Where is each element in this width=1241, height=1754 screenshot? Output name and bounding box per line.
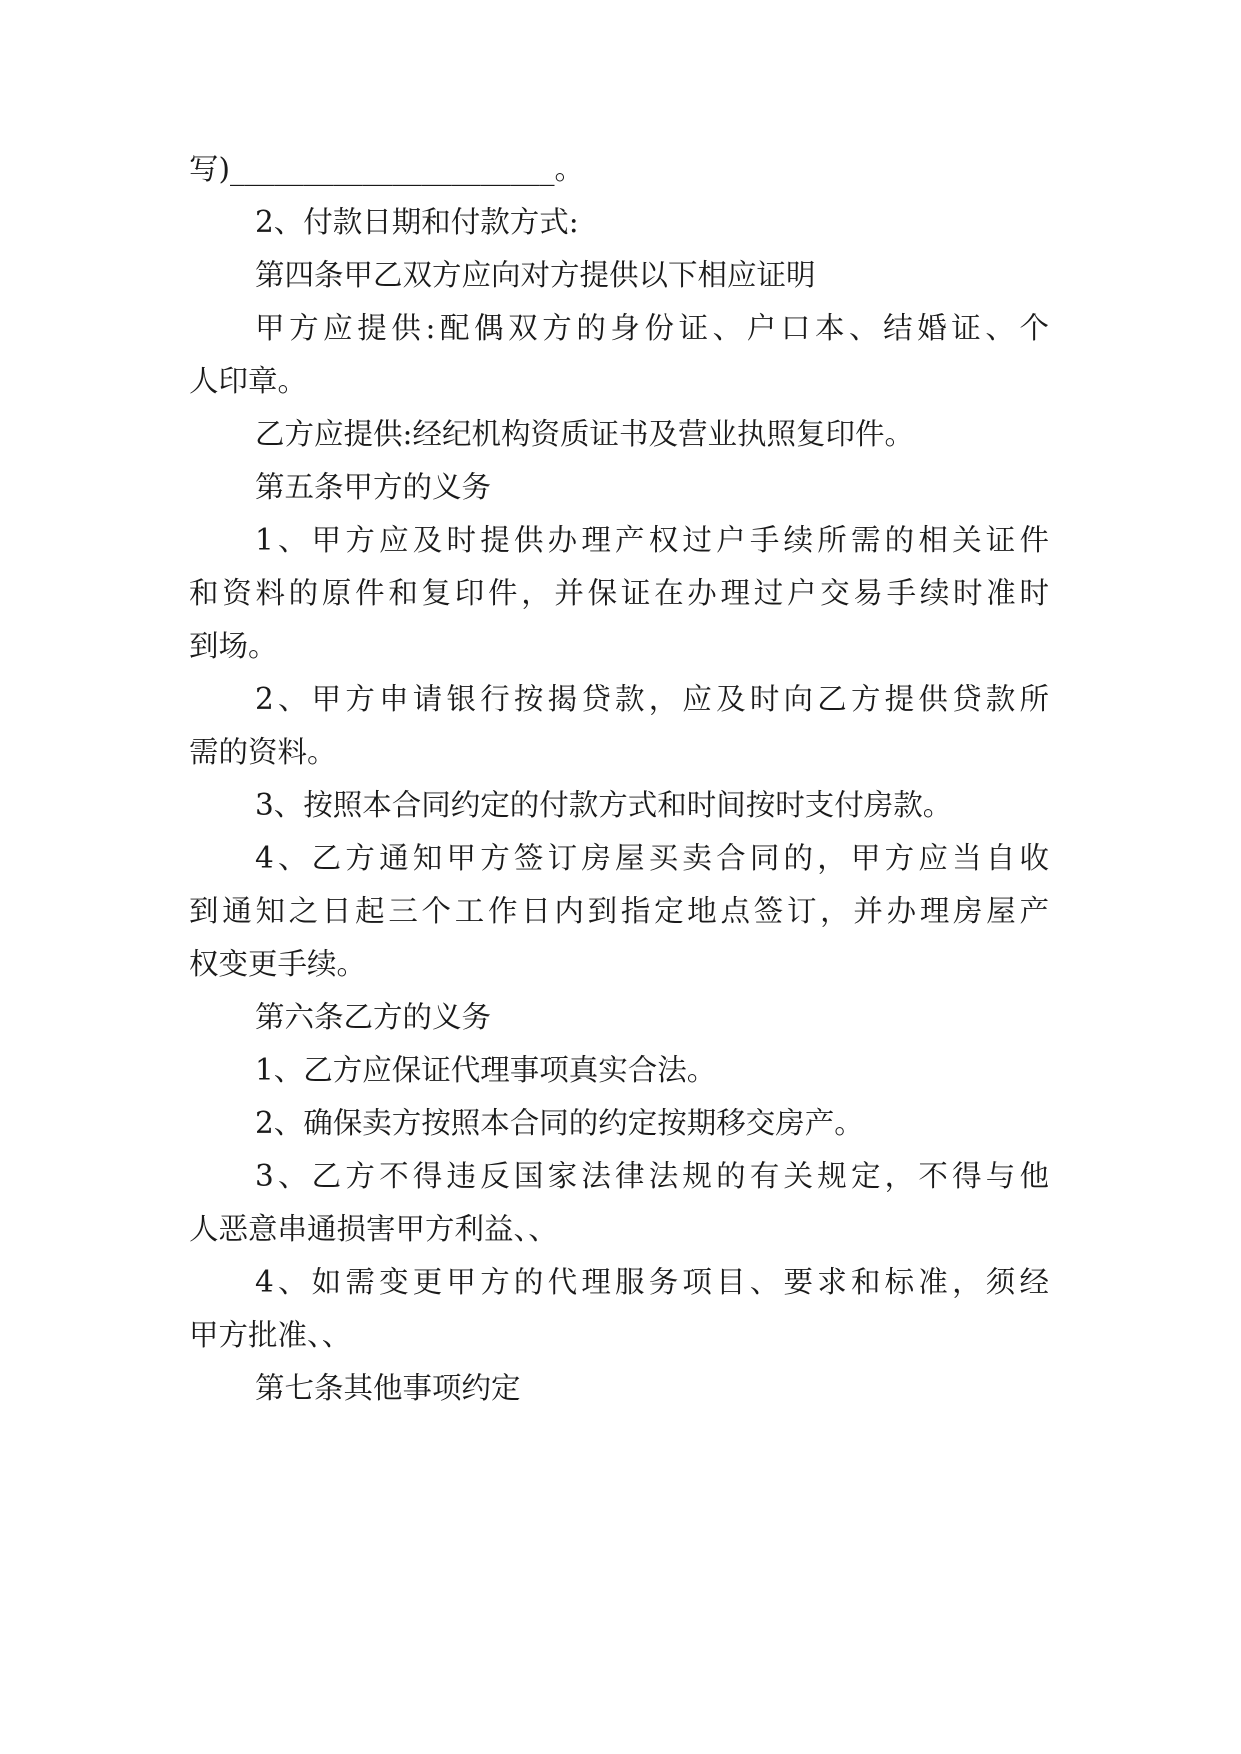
- text-line: 3、按照本合同约定的付款方式和时间按时支付房款。: [255, 788, 953, 822]
- text-line: 需的资料。: [189, 735, 337, 769]
- text-line: 1、乙方应保证代理事项真实合法。: [255, 1053, 717, 1087]
- text-line: 权变更手续。: [189, 947, 367, 981]
- text-line: 和资料的原件和复印件，并保证在办理过户交易手续时准时: [189, 576, 1049, 610]
- text-line: 甲方批准、、: [189, 1318, 352, 1352]
- text-line: 甲方应提供:配偶双方的身份证、户口本、结婚证、个: [255, 311, 1049, 345]
- section-heading: 第四条甲乙双方应向对方提供以下相应证明: [255, 258, 816, 292]
- text-line: 2、甲方申请银行按揭贷款，应及时向乙方提供贷款所: [255, 682, 1049, 716]
- text-line: 乙方应提供:经纪机构资质证书及营业执照复印件。: [255, 417, 914, 451]
- text-line: 2、付款日期和付款方式:: [255, 205, 579, 239]
- text-line: 写)______________________。: [189, 152, 585, 186]
- text-line: 到场。: [189, 629, 278, 663]
- text-line: 2、确保卖方按照本合同的约定按期移交房产。: [255, 1106, 864, 1140]
- section-heading: 第六条乙方的义务: [255, 1000, 492, 1034]
- text-line: 人恶意串通损害甲方利益、、: [189, 1212, 558, 1246]
- text-line: 1、甲方应及时提供办理产权过户手续所需的相关证件: [255, 523, 1049, 557]
- text-line: 到通知之日起三个工作日内到指定地点签订，并办理房屋产: [189, 894, 1049, 928]
- text-line: 人印章。: [189, 364, 308, 398]
- section-heading: 第五条甲方的义务: [255, 470, 492, 504]
- text-line: 3、乙方不得违反国家法律法规的有关规定，不得与他: [255, 1159, 1049, 1193]
- text-line: 4、如需变更甲方的代理服务项目、要求和标准，须经: [255, 1265, 1049, 1299]
- section-heading: 第七条其他事项约定: [255, 1371, 521, 1405]
- text-line: 4、乙方通知甲方签订房屋买卖合同的，甲方应当自收: [255, 841, 1049, 875]
